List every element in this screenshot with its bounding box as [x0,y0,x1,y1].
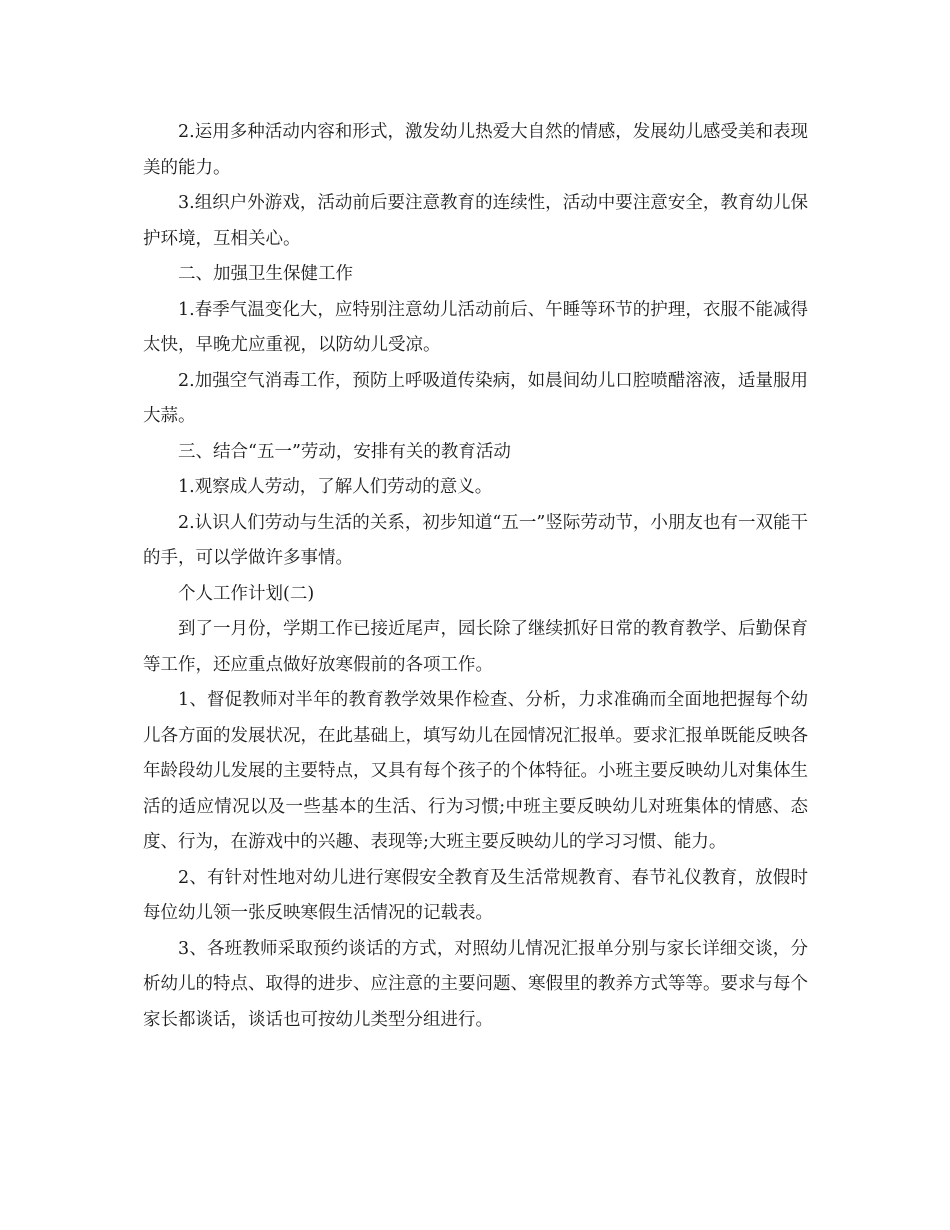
paragraph-task-3: 3、各班教师采取预约谈话的方式，对照幼儿情况汇报单分别与家长详细交谈，分析幼儿的特点、取得的进步、应注意的主要问题、寒假里的教养方式等等。要求与每个家长都谈话，谈话也可按幼儿类型分组进行。 [143,938,808,1030]
paragraph-may-day-2: 2.认识人们劳动与生活的关系，初步知道“五一”竖际劳动节，小朋友也有一双能干的手，可以学做许多事情。 [143,512,808,568]
section-heading-hygiene: 二、加强卫生保健工作 [178,264,353,284]
paragraph-may-day-1: 1.观察成人劳动，了解人们劳动的意义。 [178,477,493,497]
paragraph-task-1: 1、督促教师对半年的教育教学效果作检查、分析，力求准确而全面地把握每个幼儿各方面的发展状况，在此基础上，填写幼儿在园情况汇报单。要求汇报单既能反映各年龄段幼儿发展的主要特点，又具有每个孩子的个体特征。小班主要反映幼儿对集体生活的适应情况以及一些基本的生活、行为习惯;中班主要反映幼儿对班集体的情感、态度、行为，在游戏中的兴趣、表现等;大班主要反映幼儿的学习习惯、能力。 [143,690,808,852]
section-heading-may-day: 三、结合“五一”劳动，安排有关的教育活动 [178,441,511,462]
paragraph-hygiene-2: 2.加强空气消毒工作，预防上呼吸道传染病，如晨间幼儿口腔喷醋溶液，适量服用大蒜。 [143,370,808,426]
paragraph-hygiene-1: 1.春季气温变化大，应特别注意幼儿活动前后、午睡等环节的护理，衣服不能减得太快，早晚尤应重视，以防幼儿受凉。 [143,299,808,355]
plan-title-2: 个人工作计划(二) [178,583,315,604]
paragraph-task-2: 2、有针对性地对幼儿进行寒假安全教育及生活常规教育、春节礼仪教育，放假时每位幼儿领一张反映寒假生活情况的记载表。 [143,867,808,923]
paragraph-intro: 到了一月份，学期工作已接近尾声，园长除了继续抓好日常的教育教学、后勤保育等工作，还应重点做好放寒假前的各项工作。 [143,619,808,675]
document-body [143,115,808,1038]
paragraph-activity-3: 3.组织户外游戏，活动前后要注意教育的连续性，活动中要注意安全，教育幼儿保护环境，互相关心。 [143,193,808,249]
paragraph-activity-2: 2.运用多种活动内容和形式，激发幼儿热爱大自然的情感，发展幼儿感受美和表现美的能力。 [143,122,808,178]
